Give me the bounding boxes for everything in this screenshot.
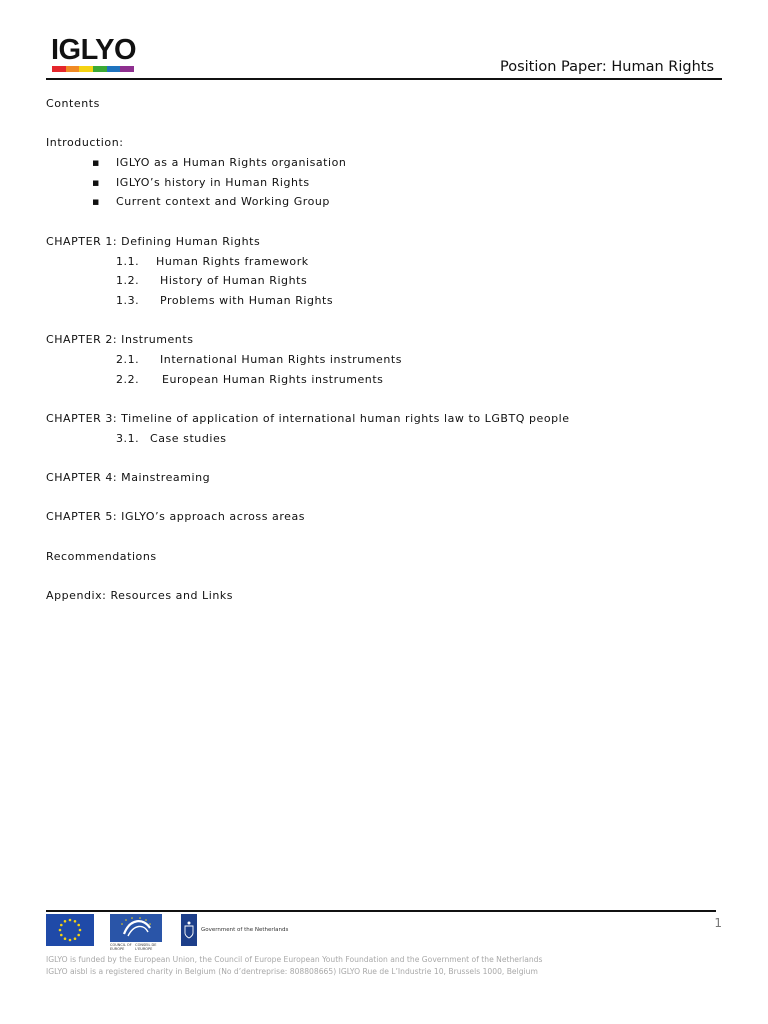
stripe-yellow: [79, 66, 93, 72]
footer-divider: [46, 910, 716, 912]
toc-bullet-item: [46, 173, 726, 193]
coe-label-en: COUNCIL OF EUROPE: [110, 943, 132, 951]
chapter-3-title: CHAPTER 3: Timeline of application of international human rights law to LGBTQ people: [46, 412, 570, 425]
toc-bullet-item: [46, 153, 726, 173]
section-label: History of Human Rights: [160, 274, 308, 288]
bullet-label: IGLYO’s history in Human Rights: [116, 175, 310, 189]
section-number: 1.3.: [116, 293, 140, 307]
recommendations-title: Recommendations: [46, 549, 157, 563]
eu-flag-logo: [46, 914, 94, 946]
document-title: Position Paper: Human Rights: [499, 59, 714, 75]
logo-text: IGLYO: [51, 34, 137, 66]
toc-section-item: [46, 252, 726, 272]
bullet-icon: ▪: [92, 156, 101, 170]
chapter-4-title: CHAPTER 4: Mainstreaming: [46, 471, 211, 485]
stripe-green: [93, 66, 107, 72]
section-number: 1.1.: [116, 254, 140, 268]
toc-section-item: [46, 350, 726, 370]
introduction-title: Introduction:: [46, 136, 124, 150]
nl-government-label: Government of the Netherlands: [201, 927, 289, 933]
section-label: Human Rights framework: [156, 254, 309, 268]
section-number: 1.2.: [116, 274, 140, 288]
header-divider: [46, 78, 722, 80]
stripe-orange: [66, 66, 80, 72]
bullet-icon: ▪: [92, 195, 101, 209]
toc-section-item: [46, 291, 726, 311]
coe-label-fr: CONSEIL DE L'EUROPE: [135, 943, 157, 951]
toc-bullet-item: [46, 192, 726, 212]
bullet-label: IGLYO as a Human Rights organisation: [116, 156, 347, 170]
chapter-1-title: CHAPTER 1: Defining Human Rights: [46, 234, 261, 248]
table-of-contents: [46, 94, 726, 606]
council-of-europe-emblem-icon: [110, 914, 162, 942]
chapter-2-title: CHAPTER 2: Instruments: [46, 333, 194, 347]
section-label: European Human Rights instruments: [162, 372, 384, 386]
section-number: 3.1.: [116, 431, 140, 445]
contents-heading: Contents: [46, 97, 100, 110]
netherlands-crest-icon: [181, 914, 197, 946]
section-number: 2.2.: [116, 372, 140, 386]
appendix-title: Appendix: Resources and Links: [46, 589, 234, 603]
section-label: Problems with Human Rights: [160, 293, 334, 307]
toc-section-item: [46, 271, 726, 291]
bullet-icon: ▪: [92, 175, 101, 189]
netherlands-government-logo: [181, 914, 288, 946]
footer-funding-text: [46, 954, 726, 978]
funding-line: IGLYO is funded by the European Union, the Council of Europe European Youth Foundation and the Government of the Netherlands: [46, 955, 543, 964]
toc-section-item: [46, 429, 726, 449]
charity-line: IGLYO aisbl is a registered charity in Belgium (No d’dentreprise: 808808665) IGLYO Rue de L’Industrie 10, Brussels 1000, Belgium: [46, 967, 538, 976]
stripe-purple: [120, 66, 134, 72]
stripe-red: [52, 66, 66, 72]
stripe-blue: [107, 66, 121, 72]
logo-rainbow-stripe: [52, 66, 134, 72]
page-number: 1: [714, 916, 722, 930]
council-of-europe-logo: [110, 914, 162, 952]
eu-stars-icon: [46, 914, 94, 946]
section-label: Case studies: [150, 431, 227, 445]
toc-section-item: [46, 370, 726, 390]
section-number: 2.1.: [116, 352, 140, 366]
section-label: International Human Rights instruments: [160, 352, 403, 366]
bullet-label: Current context and Working Group: [116, 195, 330, 209]
chapter-5-title: CHAPTER 5: IGLYO’s approach across areas: [46, 510, 306, 524]
